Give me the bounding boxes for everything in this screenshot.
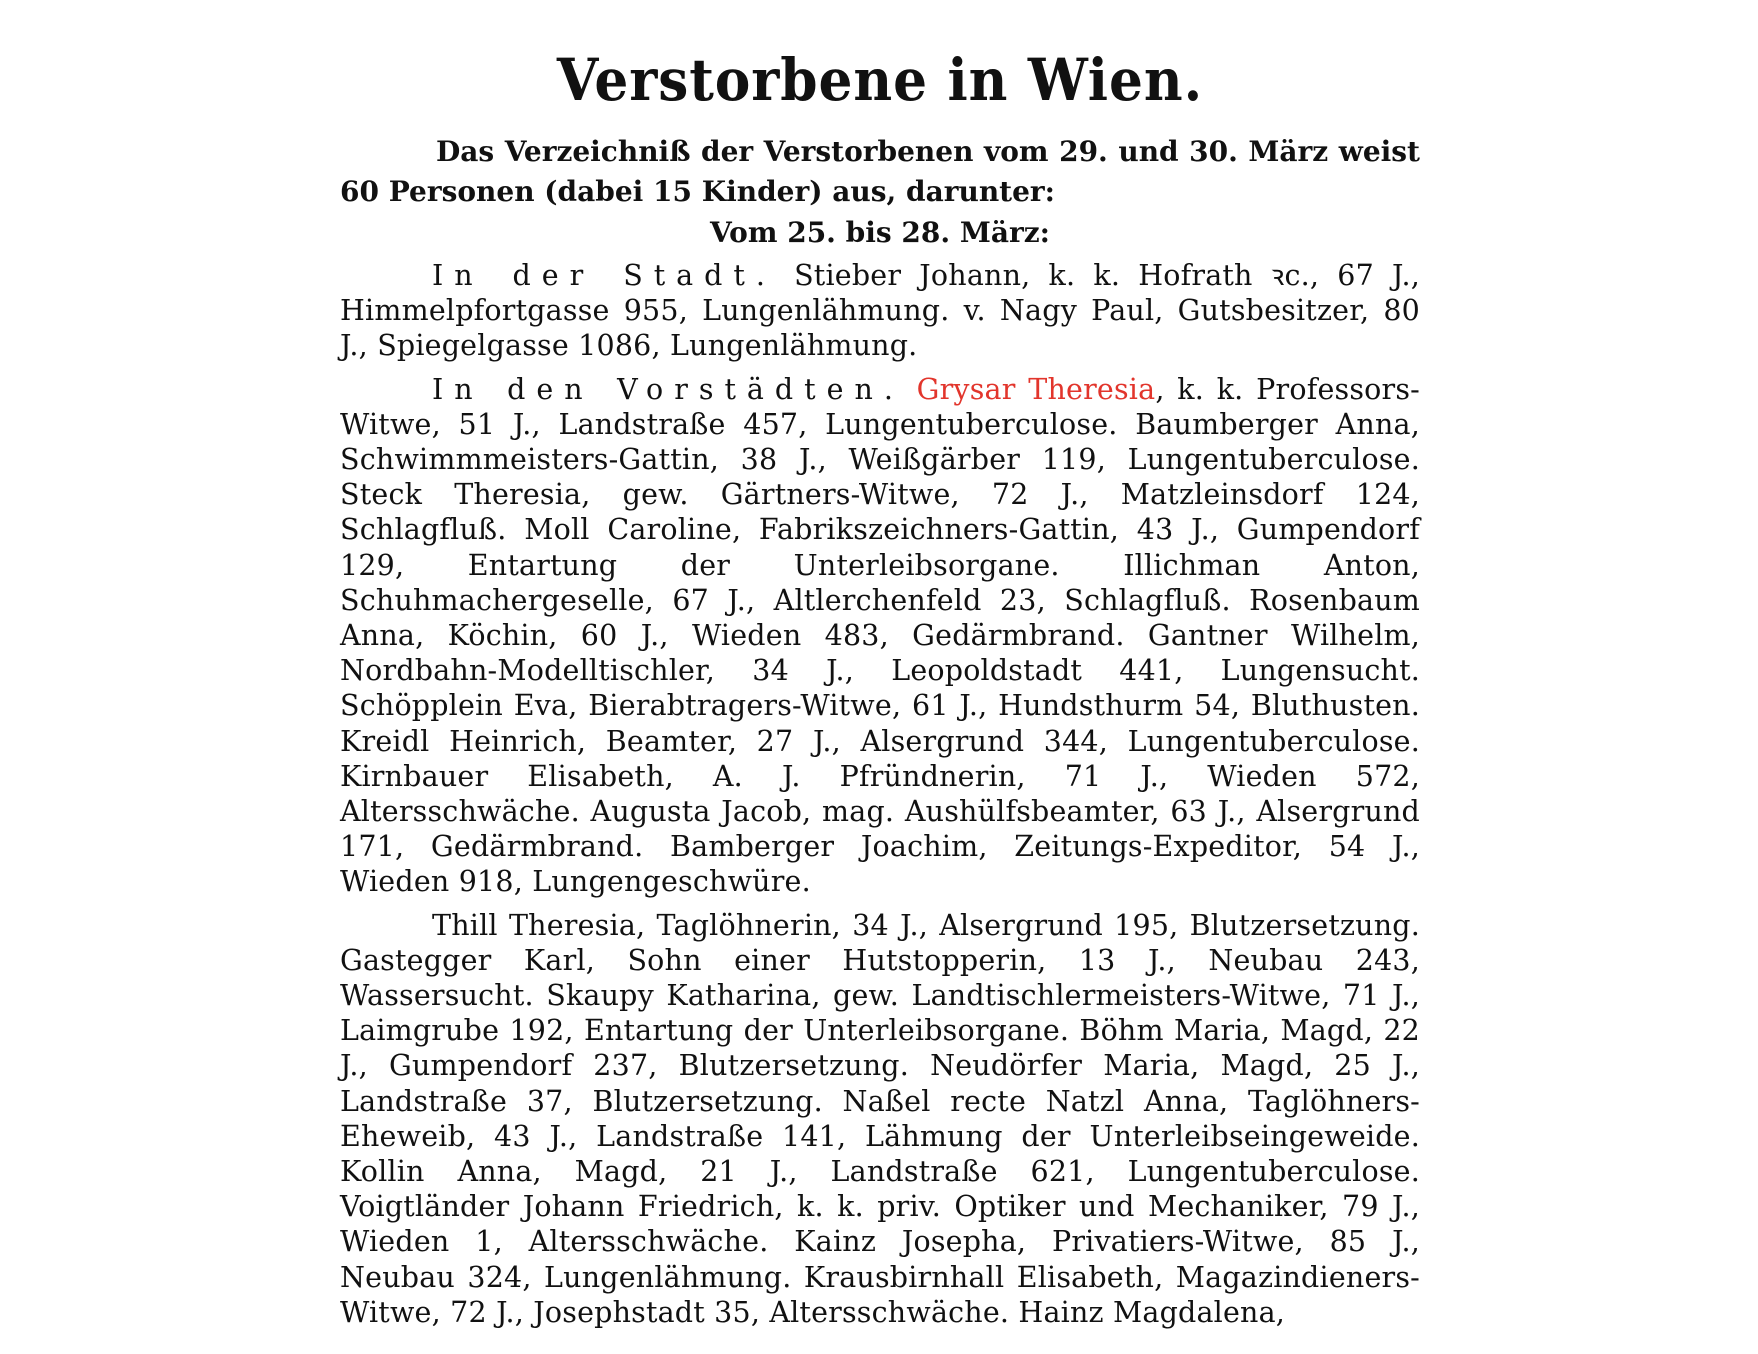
paragraph-suburbs-text: , k. k. Professors-Witwe, 51 J., Landstraße 457, Lungentuberculose. Baumberger Anna, Schwimmmeisters-Gattin, 38 J., Weißgärber 119, Lungentuberculose. Steck Theresia, gew. Gärtners-Witwe, 72 J., Matzleinsdorf 124, Schlagfluß. Moll Caroline, Fabrikszeichners-Gattin, 43 J., Gumpendorf 129, Entartung der Unterleibsorgane. Illichman Anton, Schuhmachergeselle, 67 J., Altlerchenfeld 23, Schlagfluß. Rosenbaum Anna, Köchin, 60 J., Wieden 483, Gedärmbrand. Gantner Wilhelm, Nordbahn-Modelltischler, 34 J., Leopoldstadt 441, Lungensucht. Schöpplein Eva, Bierabtragers-Witwe, 61 J., Hundsthurm 54, Bluthusten. Kreidl Heinrich, Beamter, 27 J., Alsergrund 344, Lungentuberculose. Kirnbauer Elisabeth, A. J. Pfründnerin, 71 J., Wieden 572, Altersschwäche. Augusta Jacob, mag. Aushülfsbeamter, 63 J., Alsergrund 171, Gedärmbrand. Bamberger Joachim, Zeitungs-Expeditor, 54 J., Wieden 918, Lungengeschwüre.	[340, 372, 1421, 899]
article-intro: Das Verzeichniß der Verstorbenen vom 29. und 30. März weist 60 Personen (dabei 15 Kinder) aus, darunter:	[340, 135, 1420, 208]
section-lead-city: In der Stadt.	[432, 259, 776, 292]
article-title: Verstorbene in Wien.	[556, 46, 1204, 114]
newspaper-clipping	[340, 36, 1420, 1336]
paragraph-city-text: Stieber Johann, k. k. Hofrath ꝛc., 67 J., Himmelpfortgasse 955, Lungenlähmung. v. Nagy Paul, Gutsbesitzer, 80 J., Spiegelgasse 1086, Lungenlähmung.	[340, 259, 1420, 363]
highlighted-name: Grysar Theresia	[916, 372, 1156, 406]
date-subheading: Vom 25. bis 28. März:	[710, 216, 1050, 249]
paragraph-continued: Thill Theresia, Taglöhnerin, 34 J., Alsergrund 195, Blutzersetzung. Gastegger Karl, Sohn einer Hutstopperin, 13 J., Neubau 243, Wassersucht. Skaupy Katharina, gew. Landtischlermeisters-Witwe, 71 J., Laimgrube 192, Entartung der Unterleibsorgane. Böhm Maria, Magd, 22 J., Gumpendorf 237, Blutzersetzung. Neudörfer Maria, Magd, 25 J., Landstraße 37, Blutzersetzung. Naßel recte Natzl Anna, Taglöhners-Eheweib, 43 J., Landstraße 141, Lähmung der Unterleibseingeweide. Kollin Anna, Magd, 21 J., Landstraße 621, Lungentuberculose. Voigtländer Johann Friedrich, k. k. priv. Optiker und Mechaniker, 79 J., Wieden 1, Altersschwäche. Kainz Josepha, Privatiers-Witwe, 85 J., Neubau 324, Lungenlähmung. Krausbirnhall Elisabeth, Magazindieners-Witwe, 72 J., Josephstadt 35, Altersschwäche. Hainz Magdalena,	[340, 908, 1420, 1329]
paragraph-suburbs	[340, 372, 1420, 900]
section-lead-suburbs: In den Vorstädten.	[432, 372, 904, 406]
paragraph-city	[340, 258, 1420, 364]
